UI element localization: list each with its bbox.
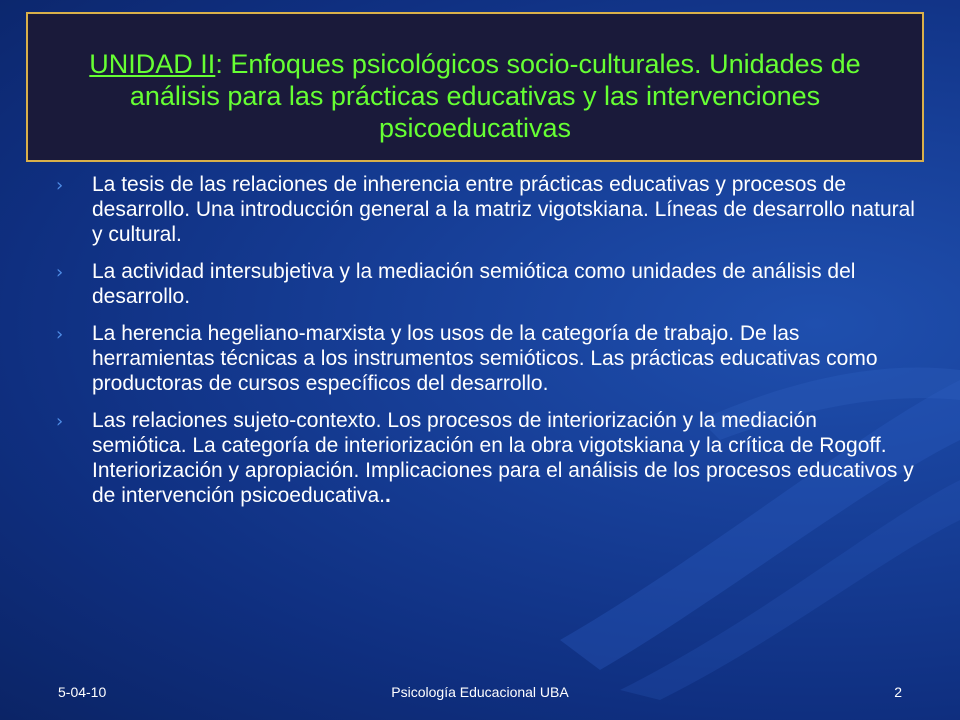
list-item [56,321,916,396]
bullet-text: La herencia hegeliano-marxista y los usos de la categoría de trabajo. De las herramientas técnicas a los instrumentos semióticos. Las prácticas educativas como productoras de cursos específicos del desarrollo. [92,322,878,395]
slide-title [44,48,906,144]
final-period: . [385,484,391,507]
bullet-text: La tesis de las relaciones de inherencia entre prácticas educativas y procesos de desarrollo. Una introducción general a la matriz vigotskiana. Líneas de desarrollo natural y cultural. [92,173,915,246]
chevron-right-icon: › [56,324,64,345]
title-box [26,12,924,162]
list-item [56,259,916,309]
chevron-right-icon: › [56,175,64,196]
title-unit-label: UNIDAD II [89,49,216,79]
title-rest: : Enfoques psicológicos socio-culturales. Unidades de análisis para las prácticas educativas y las intervenciones psicoeducativas [129,49,861,143]
chevron-right-icon: › [56,262,64,283]
list-item [56,408,916,508]
footer-title: Psicología Educacional UBA [391,684,569,700]
list-item [56,172,916,247]
bullet-text: Las relaciones sujeto-contexto. Los procesos de interiorización y la mediación semiótica. La categoría de interiorización en la obra vigotskiana y la crítica de Rogoff. Interiorización y apropiación. Implicaciones para el análisis de los procesos educativos y de intervención psicoeducativa. [92,409,914,507]
page-number: 2 [894,684,902,700]
bullet-text: La actividad intersubjetiva y la mediación semiótica como unidades de análisis del desarrollo. [92,260,856,308]
footer-date: 5-04-10 [58,684,107,700]
chevron-right-icon: › [56,411,64,432]
bullet-list [56,172,916,520]
